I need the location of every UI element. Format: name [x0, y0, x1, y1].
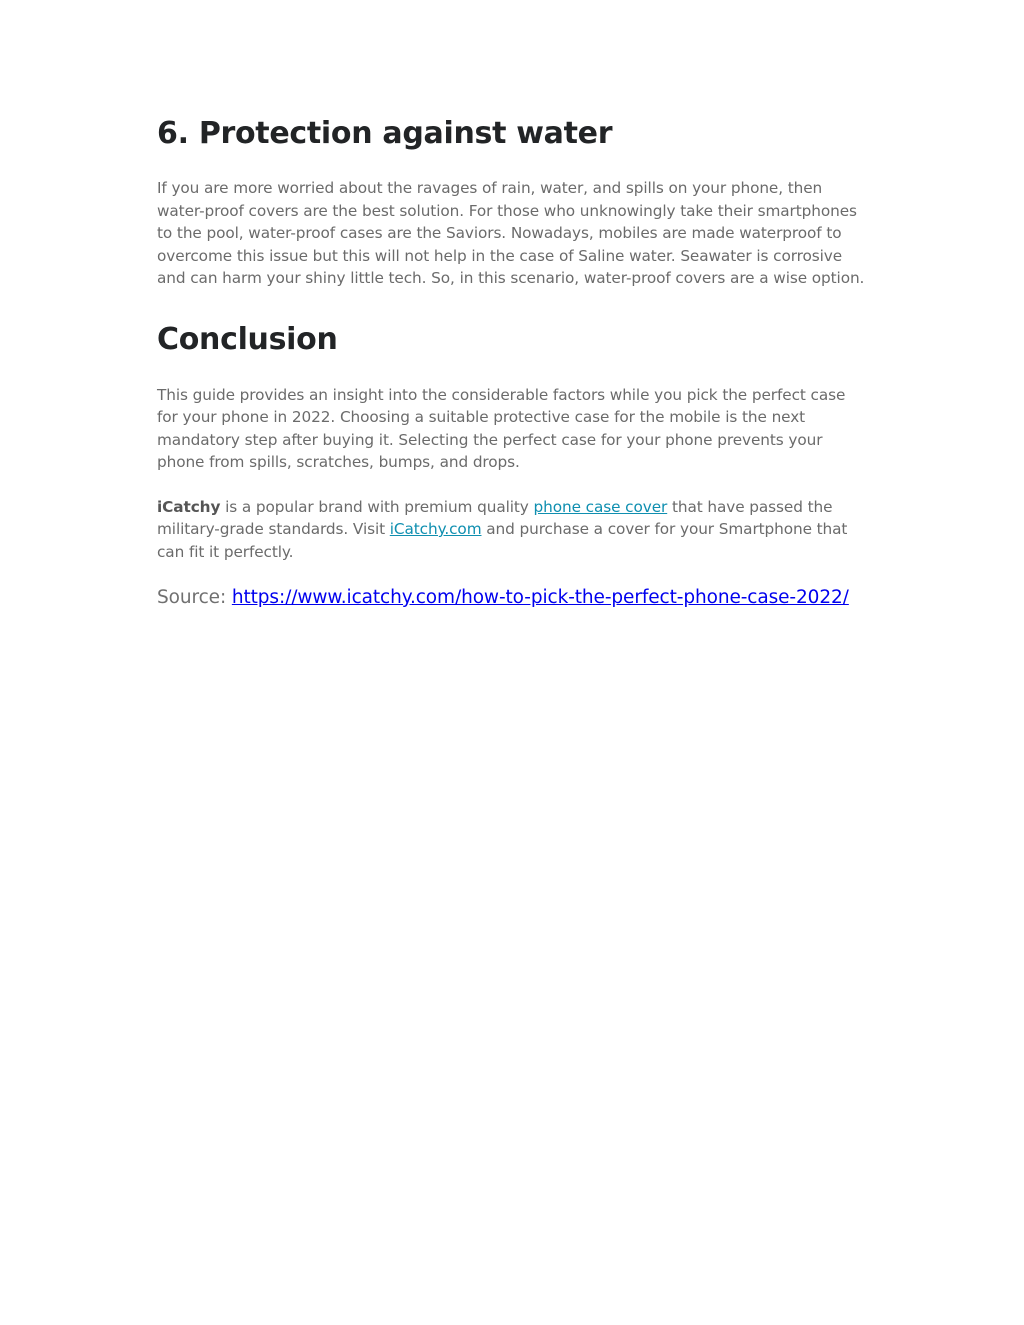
document-page	[157, 110, 869, 612]
icatchy-site-link[interactable]: iCatchy.com	[389, 520, 482, 538]
section-heading-water-protection: 6. Protection against water	[157, 116, 613, 151]
source-line	[157, 584, 869, 612]
promo-text-1: is a popular brand with premium quality	[220, 497, 534, 516]
section-paragraph-conclusion: This guide provides an insight into the considerable factors while you pick the perfect case for your phone in 2022. Choosing a suitable protective case for the mobile is the next mandatory step after buying it. Selecting the perfect case for your phone prevents your phone from spills, scratches, bumps, and drops.	[157, 385, 846, 471]
promo-text-2: that have passed the military-grade standards. Visit	[157, 497, 833, 538]
source-url-link[interactable]: https://www.icatchy.com/how-to-pick-the-perfect-phone-case-2022/	[231, 587, 849, 608]
source-label: Source:	[157, 587, 232, 608]
section-heading-conclusion: Conclusion	[157, 321, 338, 357]
promo-paragraph	[157, 496, 869, 564]
promo-text-3: and purchase a cover for your Smartphone that can fit it perfectly.	[157, 520, 848, 561]
brand-name: iCatchy	[157, 497, 221, 516]
phone-case-cover-link[interactable]: phone case cover	[533, 497, 668, 516]
section-paragraph-water-protection: If you are more worried about the ravages of rain, water, and spills on your phone, then water-proof covers are the best solution. For those who unknowingly take their smartphones to the pool, water-proof cases are the Saviors. Nowadays, mobiles are made waterproof to overcome this issue but this will not help in the case of Saline water. Seawater is corrosive and can harm your shiny little tech. So, in this scenario, water-proof covers are a wise option.	[157, 179, 865, 287]
